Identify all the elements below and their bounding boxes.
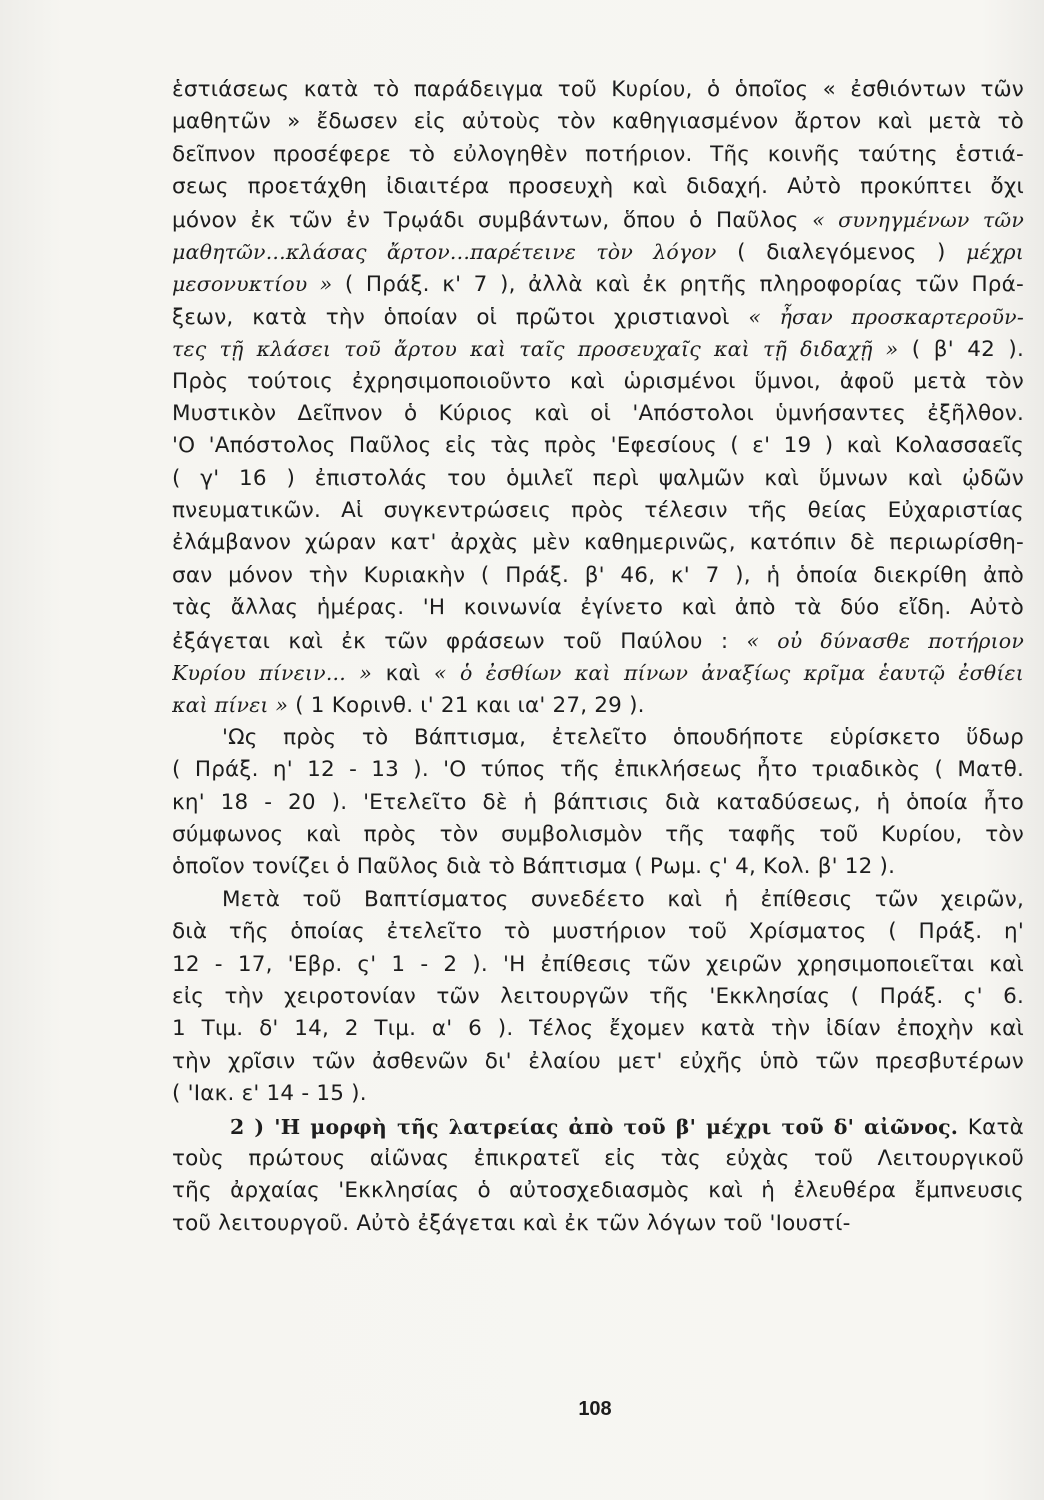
text-line: [172, 1046, 1024, 1078]
quotation-text: « ἦσαν προσκαρτεροῦν-: [748, 304, 1024, 329]
text-run: πνευματικῶν. Αἱ συγκεντρώσεις πρὸς τέλεσιν τῆς θείας Εὐχαριστίας: [172, 498, 1024, 524]
text-line: [172, 689, 1024, 721]
text-line: [172, 527, 1024, 559]
text-run: 12 - 17, 'Εβρ. ς' 1 - 2 ). 'Η ἐπίθεσις τῶν χειρῶν χρησιμοποιεῖται καὶ: [172, 951, 1024, 977]
text-run: τῆς ἀρχαίας 'Εκκλησίας ὁ αὐτοσχεδιασμὸς καὶ ἡ ἐλευθέρα ἔμπνευσις: [172, 1178, 1024, 1204]
text-line: [172, 1013, 1024, 1045]
text-run: ( Πράξ. η' 12 - 13 ). 'Ο τύπος τῆς ἐπικλήσεως ἦτο τριαδικὸς ( Ματθ.: [172, 757, 1024, 783]
text-run: ( γ' 16 ) ἐπιστολάς του ὁμιλεῖ περὶ ψαλμῶν καὶ ὕμνων καὶ ᾠδῶν: [172, 465, 1024, 491]
text-run: τὴν χρῖσιν τῶν ἀσθενῶν δι' ἐλαίου μετ' εὐχῆς ὑπὸ τῶν πρεσβυτέρων: [172, 1048, 1024, 1074]
text-run: Κατὰ: [958, 1114, 1024, 1140]
text-line: [172, 754, 1024, 786]
text-line: [172, 333, 1024, 365]
text-line: [172, 139, 1024, 171]
quotation-text: « οὐ δύνασθε ποτήριον: [746, 628, 1024, 653]
text-line: [172, 301, 1024, 333]
text-line: [172, 106, 1024, 138]
text-line: [172, 1111, 1024, 1143]
quotation-text: καὶ πίνει »: [172, 693, 289, 718]
text-line: [172, 398, 1024, 430]
text-run: δεῖπνον προσέφερε τὸ εὐλογηθὲν ποτήριον. Τῆς κοινῆς ταύτης ἑστιά-: [172, 141, 1024, 167]
text-line: [172, 171, 1024, 203]
text-line: [172, 625, 1024, 657]
quotation-text: τες τῇ κλάσει τοῦ ἄρτου καὶ ταῖς προσευχαῖς καὶ τῇ διδαχῇ »: [172, 337, 899, 362]
text-run: ξεων, κατὰ τὴν ὁποίαν οἱ πρῶτοι χριστιανοὶ: [172, 304, 749, 330]
text-line: [172, 268, 1024, 300]
text-line: [172, 236, 1024, 268]
quotation-text: « συνηγμένων τῶν: [812, 207, 1024, 232]
text-run: σεως προετάχθη ἰδιαιτέρα προσευχὴ καὶ διδαχή. Αὐτὸ προκύπτει ὄχι: [172, 174, 1024, 200]
quotation-text: μεσονυκτίου »: [172, 272, 333, 297]
text-run: σαν μόνον τὴν Κυριακὴν ( Πράξ. β' 46, κ' 7 ), ἡ ὁποία διεκρίθη ἀπὸ: [172, 562, 1024, 588]
text-run: μόνον ἐκ τῶν ἐν Τρῳάδι συμβάντων, ὅπου ὁ Παῦλος: [172, 207, 813, 233]
text-run: εἰς τὴν χειροτονίαν τῶν λειτουργῶν τῆς 'Εκκλησίας ( Πράξ. ς' 6.: [172, 983, 1024, 1009]
text-run: διὰ τῆς ὁποίας ἐτελεῖτο τὸ μυστήριον τοῦ Χρίσματος ( Πράξ. η': [172, 919, 1024, 945]
text-line: [172, 592, 1024, 624]
text-run: ( Πράξ. κ' 7 ), ἀλλὰ καὶ ἐκ ρητῆς πληροφορίας τῶν Πρά-: [332, 272, 1024, 298]
text-run: Μετὰ τοῦ Βαπτίσματος συνεδέετο καὶ ἡ ἐπίθεσις τῶν χειρῶν,: [222, 886, 1024, 912]
text-line: [172, 851, 1024, 883]
page-number: 108: [578, 1398, 612, 1420]
text-run: τὰς ἄλλας ἡμέρας. 'Η κοινωνία ἐγίνετο καὶ ἀπὸ τὰ δύο εἴδη. Αὐτὸ: [172, 595, 1024, 621]
text-line: [172, 916, 1024, 948]
text-run: ἐλάμβανον χώραν κατ' ἀρχὰς μὲν καθημερινῶς, κατόπιν δὲ περιωρίσθη-: [172, 530, 1024, 556]
text-run: τοὺς πρώτους αἰῶνας ἐπικρατεῖ εἰς τὰς εὐχὰς τοῦ Λειτουργικοῦ: [172, 1145, 1024, 1171]
text-line: [172, 204, 1024, 236]
text-line: [172, 819, 1024, 851]
quotation-text: « ὁ ἐσθίων καὶ πίνων ἀναξίως κρῖμα ἑαυτῷ ἐσθίει: [433, 661, 1024, 686]
text-line: [172, 981, 1024, 1013]
text-line: [172, 722, 1024, 754]
text-run: ( 1 Κορινθ. ι' 21 και ια' 27, 29 ).: [288, 693, 645, 719]
text-run: ( διαλεγόμενος ): [716, 239, 967, 265]
text-line: [172, 1143, 1024, 1175]
text-run: ἐξάγεται καὶ ἐκ τῶν φράσεων τοῦ Παύλου :: [172, 628, 747, 654]
text-run: Πρὸς τούτοις ἐχρησιμοποιοῦντο καὶ ὡρισμένοι ὕμνοι, ἀφοῦ μετὰ τὸν: [172, 368, 1024, 394]
text-line: [172, 657, 1024, 689]
text-line: [172, 74, 1024, 106]
text-run: ( β' 42 ).: [898, 337, 1024, 363]
text-run: 1 Τιμ. δ' 14, 2 Τιμ. α' 6 ). Τέλος ἔχομεν κατὰ τὴν ἰδίαν ἐποχὴν καὶ: [172, 1016, 1024, 1042]
text-line: [172, 495, 1024, 527]
text-line: [172, 560, 1024, 592]
text-line: [172, 787, 1024, 819]
text-run: Μυστικὸν Δεῖπνον ὁ Κύριος καὶ οἱ 'Απόστολοι ὑμνήσαντες ἐξῆλθον.: [172, 400, 1024, 426]
text-line: [172, 1175, 1024, 1207]
text-run: κη' 18 - 20 ). 'Ετελεῖτο δὲ ἡ βάπτισις διὰ καταδύσεως, ἡ ὁποία ἦτο: [172, 789, 1024, 815]
text-line: [172, 1078, 1024, 1110]
text-line: [172, 430, 1024, 462]
text-line: [172, 366, 1024, 398]
section-heading: 2 ) 'Η μορφὴ τῆς λατρείας ἀπὸ τοῦ β' μέχρι τοῦ δ' αἰῶνος.: [230, 1114, 959, 1139]
text-run: 'Ως πρὸς τὸ Βάπτισμα, ἐτελεῖτο ὁπουδήποτε εὑρίσκετο ὕδωρ: [222, 724, 1024, 750]
text-run: ὁποῖον τονίζει ὁ Παῦλος διὰ τὸ Βάπτισμα ( Ρωμ. ς' 4, Κολ. β' 12 ).: [172, 854, 896, 880]
text-run: σύμφωνος καὶ πρὸς τὸν συμβολισμὸν τῆς ταφῆς τοῦ Κυρίου, τὸν: [172, 821, 1024, 847]
quotation-text: μέχρι: [966, 239, 1024, 264]
body-text: [172, 74, 1024, 1240]
text-run: τοῦ λειτουργοῦ. Αὐτὸ ἐξάγεται καὶ ἐκ τῶν λόγων τοῦ 'Ιουστί-: [172, 1210, 851, 1236]
text-run: ( 'Ιακ. ε' 14 - 15 ).: [172, 1081, 367, 1107]
text-run: 'Ο 'Απόστολος Παῦλος εἰς τὰς πρὸς 'Εφεσίους ( ε' 19 ) καὶ Κολασσαεῖς: [172, 433, 1024, 459]
text-run: μαθητῶν » ἔδωσεν εἰς αὐτοὺς τὸν καθηγιασμένον ἄρτον καὶ μετὰ τὸ: [172, 109, 1024, 135]
text-run: καὶ: [372, 661, 434, 687]
text-line: [172, 463, 1024, 495]
quotation-text: μαθητῶν...κλάσας ἄρτον...παρέτεινε τὸν λόγον: [172, 239, 717, 264]
text-line: [172, 949, 1024, 981]
text-line: [172, 1208, 1024, 1240]
text-line: [172, 884, 1024, 916]
quotation-text: Κυρίου πίνειν... »: [172, 661, 372, 686]
text-run: ἑστιάσεως κατὰ τὸ παράδειγμα τοῦ Κυρίου, ὁ ὁποῖος « ἐσθιόντων τῶν: [172, 77, 1024, 102]
